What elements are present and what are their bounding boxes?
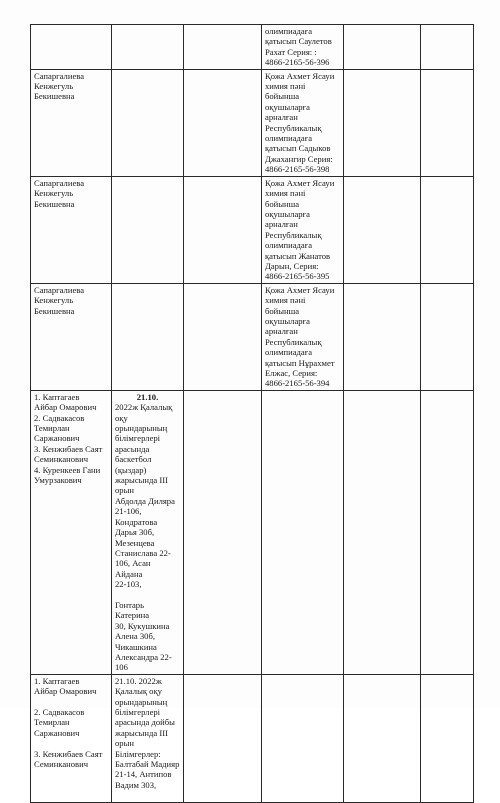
table-cell: Қожа Ахмет Ясауи химия пәні бойынша оқушыларға арналған Республикалық олимпиадаға қатысып Нұрахмет Елжас, Серия: 4866-2165-56-394	[262, 283, 344, 390]
table-cell	[421, 674, 474, 802]
table-cell: олимпиадаға қатысып Саулетов Рахат Серия: : 4866-2165-56-396	[262, 25, 344, 70]
table-cell	[31, 25, 112, 70]
table-cell	[184, 69, 262, 176]
table-cell: Сапаргалиева Кенжегуль Бекишевна	[31, 69, 112, 176]
table-cell	[421, 25, 474, 70]
table-cell	[344, 390, 421, 674]
table-cell: Сапаргалиева Кенжегуль Бекишевна	[31, 176, 112, 283]
table-cell	[112, 69, 184, 176]
table-cell: Қожа Ахмет Ясауи химия пәні бойынша оқушыларға арналған Республикалық олимпиадаға қатысып Садыков Джахангир Серия: 4866-2165-56-398	[262, 69, 344, 176]
results-table	[30, 24, 474, 803]
table-cell	[421, 69, 474, 176]
table-cell	[421, 390, 474, 674]
table-cell	[112, 25, 184, 70]
table-cell: 21.10. 2022ж Қалалық оқу орындарының білімгерлері арасында баскетбол (қыздар) жарысында III орын Абдолда Диляра 21-106, Кондратова Дарья 30б, Мезенцева Станислава 22- 106, Асан Айдана 22-103, Гонтарь Катерина 30, Кукушкина Алена 30б, Чикашкина Александра 22-106	[112, 390, 184, 674]
table-row	[31, 390, 474, 674]
table-cell	[344, 176, 421, 283]
table-cell	[262, 674, 344, 802]
table-cell	[112, 283, 184, 390]
table-row	[31, 674, 474, 802]
table-cell: 21.10. 2022ж Қалалық оқу орындарының білімгерлері арасында дойбы жарысында III орын Білімгерлер: Балтабай Мадияр 21-14, Антипов Вадим 30З,	[112, 674, 184, 802]
table-cell: Сапаргалиева Кенжегуль Бекишевна	[31, 283, 112, 390]
table-row	[31, 69, 474, 176]
table-row	[31, 25, 474, 70]
table-cell	[184, 390, 262, 674]
table-cell	[421, 176, 474, 283]
table-row	[31, 176, 474, 283]
table-cell	[184, 25, 262, 70]
table-cell	[112, 176, 184, 283]
table-cell	[184, 674, 262, 802]
table-cell	[344, 69, 421, 176]
table-cell: Қожа Ахмет Ясауи химия пәні бойынша оқушыларға арналған Республикалық олимпиадаға қатысып Жанатов Дарын, Серия: 4866-2165-56-395	[262, 176, 344, 283]
table-cell	[344, 674, 421, 802]
table-cell	[262, 390, 344, 674]
date-heading: 21.10.	[136, 391, 159, 402]
table-row	[31, 283, 474, 390]
table-cell	[344, 25, 421, 70]
table-cell: 1. Каптагаев Айбар Омарович 2. Садвакасов Темирлан Саржанович 3. Кенжибаев Саят Семинканович	[31, 674, 112, 802]
table-cell	[184, 283, 262, 390]
table-cell: 1. Каптагаев Айбар Омарович 2. Садвакасов Темирлан Саржанович 3. Кенжибаев Саят Семинканович 4. Куренкеев Гани Умурзакович	[31, 390, 112, 674]
table-cell	[344, 283, 421, 390]
table-cell	[421, 283, 474, 390]
table-cell	[184, 176, 262, 283]
